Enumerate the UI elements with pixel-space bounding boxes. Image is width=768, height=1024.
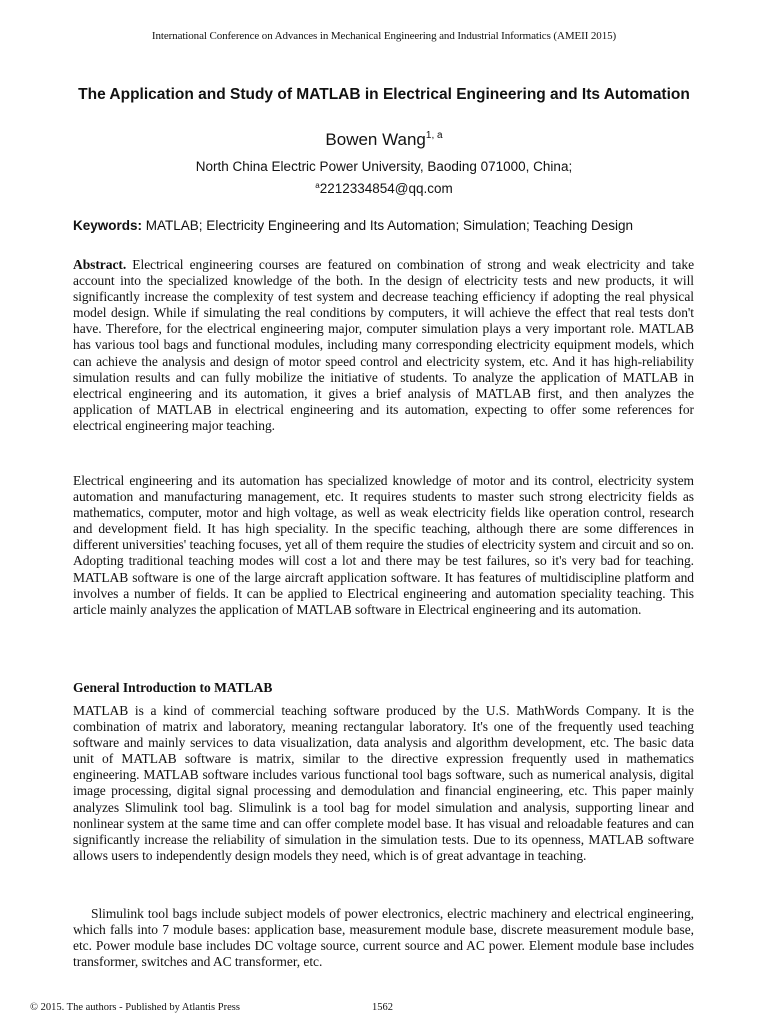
section-heading: General Introduction to MATLAB: [73, 680, 273, 695]
author-affiliation: North China Electric Power University, Baoding 071000, China;: [195, 159, 573, 174]
keywords-label: Keywords:: [73, 218, 143, 233]
abstract-paragraph: [73, 257, 694, 434]
section-paragraph-2: Slimulink tool bags include subject models of power electronics, electric machinery and electrical engineering, which falls into 7 module bases: application base, measurement module base, discrete measurement module base, etc. Power module base includes DC voltage source, current source and AC power. Element module base includes transformer, switches and AC transformer, etc.: [73, 906, 694, 970]
footer-page-number: 1562: [372, 1002, 393, 1013]
author-superscript: 1, a: [425, 130, 443, 141]
abstract-label: Abstract.: [73, 257, 127, 272]
footer-copyright: © 2015. The authors - Published by Atlantis Press: [30, 1002, 240, 1013]
author-email: 2212334854@qq.com: [319, 181, 453, 196]
author-line: [0, 130, 768, 150]
abstract-text: Electrical engineering courses are featured on combination of strong and weak electricity and take account into the specialized knowledge of the both. In the design of electricity tests and new products, it will significantly increase the complexity of test system and decrease teaching efficiency if adopting the real physical model design. While if simulating the real conditions by computers, it will achieve the effect that real tests don't have. Therefore, for the electrical engineering major, computer simulation plays a very important role. MATLAB has various tool bags and functional modules, including many corresponding electricity equipment models, which can achieve the analysis and design of motor speed control and electricity system, etc. And it has high-reliability simulation results and can fully mobilize the initiative of students. To analyze the application of MATLAB in electrical engineering and its automation, it gives a brief analysis of MATLAB first, and then analyzes the application of MATLAB in electrical engineering and its automation, expecting to offer some references for electrical engineering major teaching.: [73, 257, 695, 433]
section-paragraph-1: MATLAB is a kind of commercial teaching software produced by the U.S. MathWords Company. It is the combination of matrix and laboratory, meaning rectangular laboratory. It's one of the frequently used teaching software and mainly services to data visualization, data analysis and algorithm development, etc. The basic data unit of MATLAB software is matrix, similar to the directive expression frequently used in mathematics engineering. MATLAB software includes various functional tool bags software, such as numerical analysis, digital image processing, digital signal processing and demodulation and financial engineering, etc. This paper mainly analyzes Slimulink tool bag. Slimulink is a tool bag for model simulation and analysis, supporting linear and nonlinear system at the same time and can offer complete model base. It has visual and reloadable features and can significantly increase the reliability of simulation in the simulation tests. Due to its openness, MATLAB software allows users to independently design models they need, which is of great advantage in teaching.: [73, 703, 694, 863]
email-marker: a: [315, 181, 320, 190]
paper-title: The Application and Study of MATLAB in Electrical Engineering and Its Automation: [78, 86, 690, 103]
author-email-line: [0, 181, 768, 196]
intro-paragraph: Electrical engineering and its automation has specialized knowledge of motor and its control, electricity system automation and manufacturing management, etc. It requires students to master such strong electricity fields as mathematics, computer, motor and high voltage, as well as weak electricity fields like operation control, research and development field. It has high speciality. In the specific teaching, although there are some differences in different universities' teaching focuses, yet all of them require the studies of electricity system and circuit and so on. Adopting traditional teaching modes will cost a lot and there may be test failures, so it's very bad for teaching. MATLAB software is one of the large aircraft application software. It has features of multidiscipline platform and involves a number of fields. It can be applied to Electrical engineering and automation speciality teaching. This article mainly analyzes the application of MATLAB software in Electrical engineering and its automation.: [73, 473, 694, 617]
keywords-text: MATLAB; Electricity Engineering and Its Automation; Simulation; Teaching Design: [145, 218, 634, 233]
author-name: Bowen Wang: [325, 130, 426, 149]
keywords-line: [73, 218, 698, 233]
conference-header: International Conference on Advances in Mechanical Engineering and Industrial Informatics (AMEII 2015): [151, 30, 617, 42]
